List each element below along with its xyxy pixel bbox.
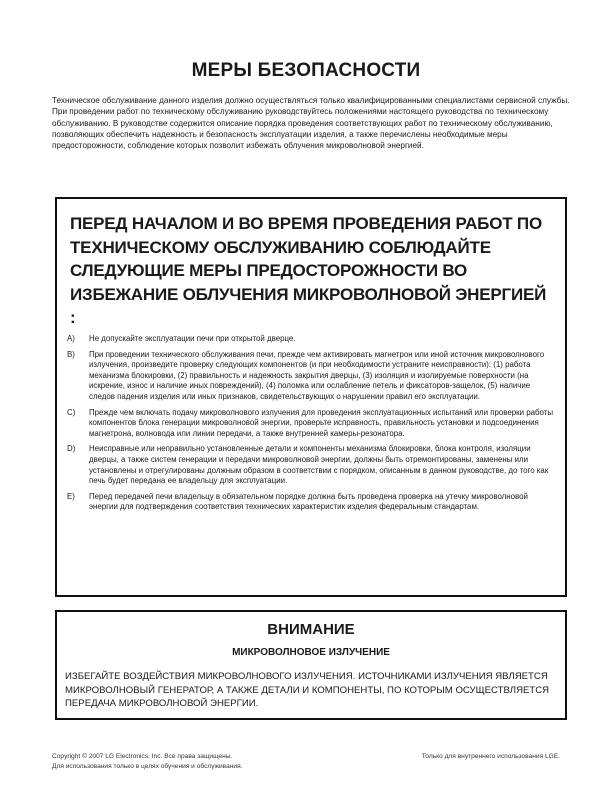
intro-paragraph-2: При проведении работ по техническому обслуживанию руководствуйтесь положениями настоящего руководства по техническому обслуживанию. В руководстве содержится описание порядка проведения соответствующих работ по техническому обслуживанию, позволяющих обеспечить надежность и безопасность эксплуатации изделия, а также перечислены необходимые меры предосторожности, соблюдение которых позволит избежать облучения микроволновой энергией. <box>52 107 553 151</box>
list-item <box>67 492 553 513</box>
item-text: Неисправные или неправильно установленные детали и компоненты механизма блокировки, блока контроля, изоляции дверцы, а также систем генерации и передачи микроволновой энергии, должны быть отремонтированы, заменены или установлены и отрегулированы должным образом в соответствии с порядком, описанным в данном руководстве, до того как печь будет передана ее владельцу для эксплуатации. <box>89 444 549 486</box>
list-item <box>67 334 553 345</box>
precautions-heading: ПЕРЕД НАЧАЛОМ И ВО ВРЕМЯ ПРОВЕДЕНИЯ РАБОТ ПО ТЕХНИЧЕСКОМУ ОБСЛУЖИВАНИЮ СОБЛЮДАЙТЕ СЛЕДУЮЩИЕ МЕРЫ ПРЕДОСТОРОЖНОСТИ ВО ИЗБЕЖАНИЕ ОБЛУЧЕНИЯ МИКРОВОЛНОВОЙ ЭНЕРГИЕЙ : <box>70 214 547 327</box>
footer-copyright <box>52 752 243 771</box>
list-item <box>67 408 553 440</box>
item-letter: C) <box>67 407 76 417</box>
warning-title: ВНИМАНИЕ <box>267 621 355 638</box>
item-letter: A) <box>67 334 75 343</box>
item-letter: E) <box>67 491 75 501</box>
item-text: При проведении технического обслуживания печи, прежде чем активировать магнетрон или иной источник микроволнового излучения, произведите проверку следующих компонентов (и при необходимости устраните неисправности): (1) работа механизма блокировки, (2) правильность и надежность закрытия дверцы, (3) изоляция и изолируемые поверхности (на искрение, износ и наличие иных повреждений), (4) поломка или ослабление петель и фиксаторов-защелок, (5) наличие следов падения изделия или иных признаков, свидетельствующих о нарушении правил его эксплуатации. <box>89 349 545 401</box>
footer-internal-note: Только для внутреннего использования LGE. <box>421 753 560 760</box>
intro-paragraph-1: Техническое обслуживание данного изделия должно осуществляться только квалифицированными специалистами сервисной службы. <box>52 96 570 105</box>
warning-box <box>55 610 567 720</box>
list-item <box>67 350 553 403</box>
item-letter: B) <box>67 349 75 359</box>
warning-subtitle: МИКРОВОЛНОВОЕ ИЗЛУЧЕНИЕ <box>232 647 390 658</box>
intro-section <box>52 95 572 151</box>
footer-usage-line: Для использования только в целях обучения и обслуживания. <box>52 762 243 770</box>
precautions-list <box>67 334 553 518</box>
list-item <box>67 444 553 486</box>
item-text: Прежде чем включать подачу микроволнового излучения для проведения эксплуатационных испытаний или проверки работы компонентов блока генерации микроволновой энергии, проверьте исправность, правильность установки и подсоединения магнетрона, волновода или линии передачи, а также внутренней камеры-резонатора. <box>89 407 553 438</box>
page-title: МЕРЫ БЕЗОПАСНОСТИ <box>191 60 421 81</box>
warning-text: ИЗБЕГАЙТЕ ВОЗДЕЙСТВИЯ МИКРОВОЛНОВОГО ИЗЛУЧЕНИЯ. ИСТОЧНИКАМИ ИЗЛУЧЕНИЯ ЯВЛЯЕТСЯ МИКРОВОЛНОВЫЙ ГЕНЕРАТОР, А ТАКЖЕ ДЕТАЛИ И КОМПОНЕНТЫ, ПО КОТОРЫМ ОСУЩЕСТВЛЯЕТСЯ ПЕРЕДАЧА МИКРОВОЛНОВОЙ ЭНЕРГИИ. <box>65 671 550 709</box>
footer-copyright-line: Copyright © 2007 LG Electronics. Inc. Все права защищены. <box>52 753 233 760</box>
item-letter: D) <box>67 444 76 454</box>
item-text: Перед передачей печи владельцу в обязательном порядке должна быть проведена проверка на утечку микроволновой энергии для подтверждения соответствия технических характеристик изделия федеральным стандартам. <box>89 491 528 512</box>
precautions-box <box>55 197 567 597</box>
item-text: Не допускайте эксплуатации печи при открытой дверце. <box>89 334 296 343</box>
